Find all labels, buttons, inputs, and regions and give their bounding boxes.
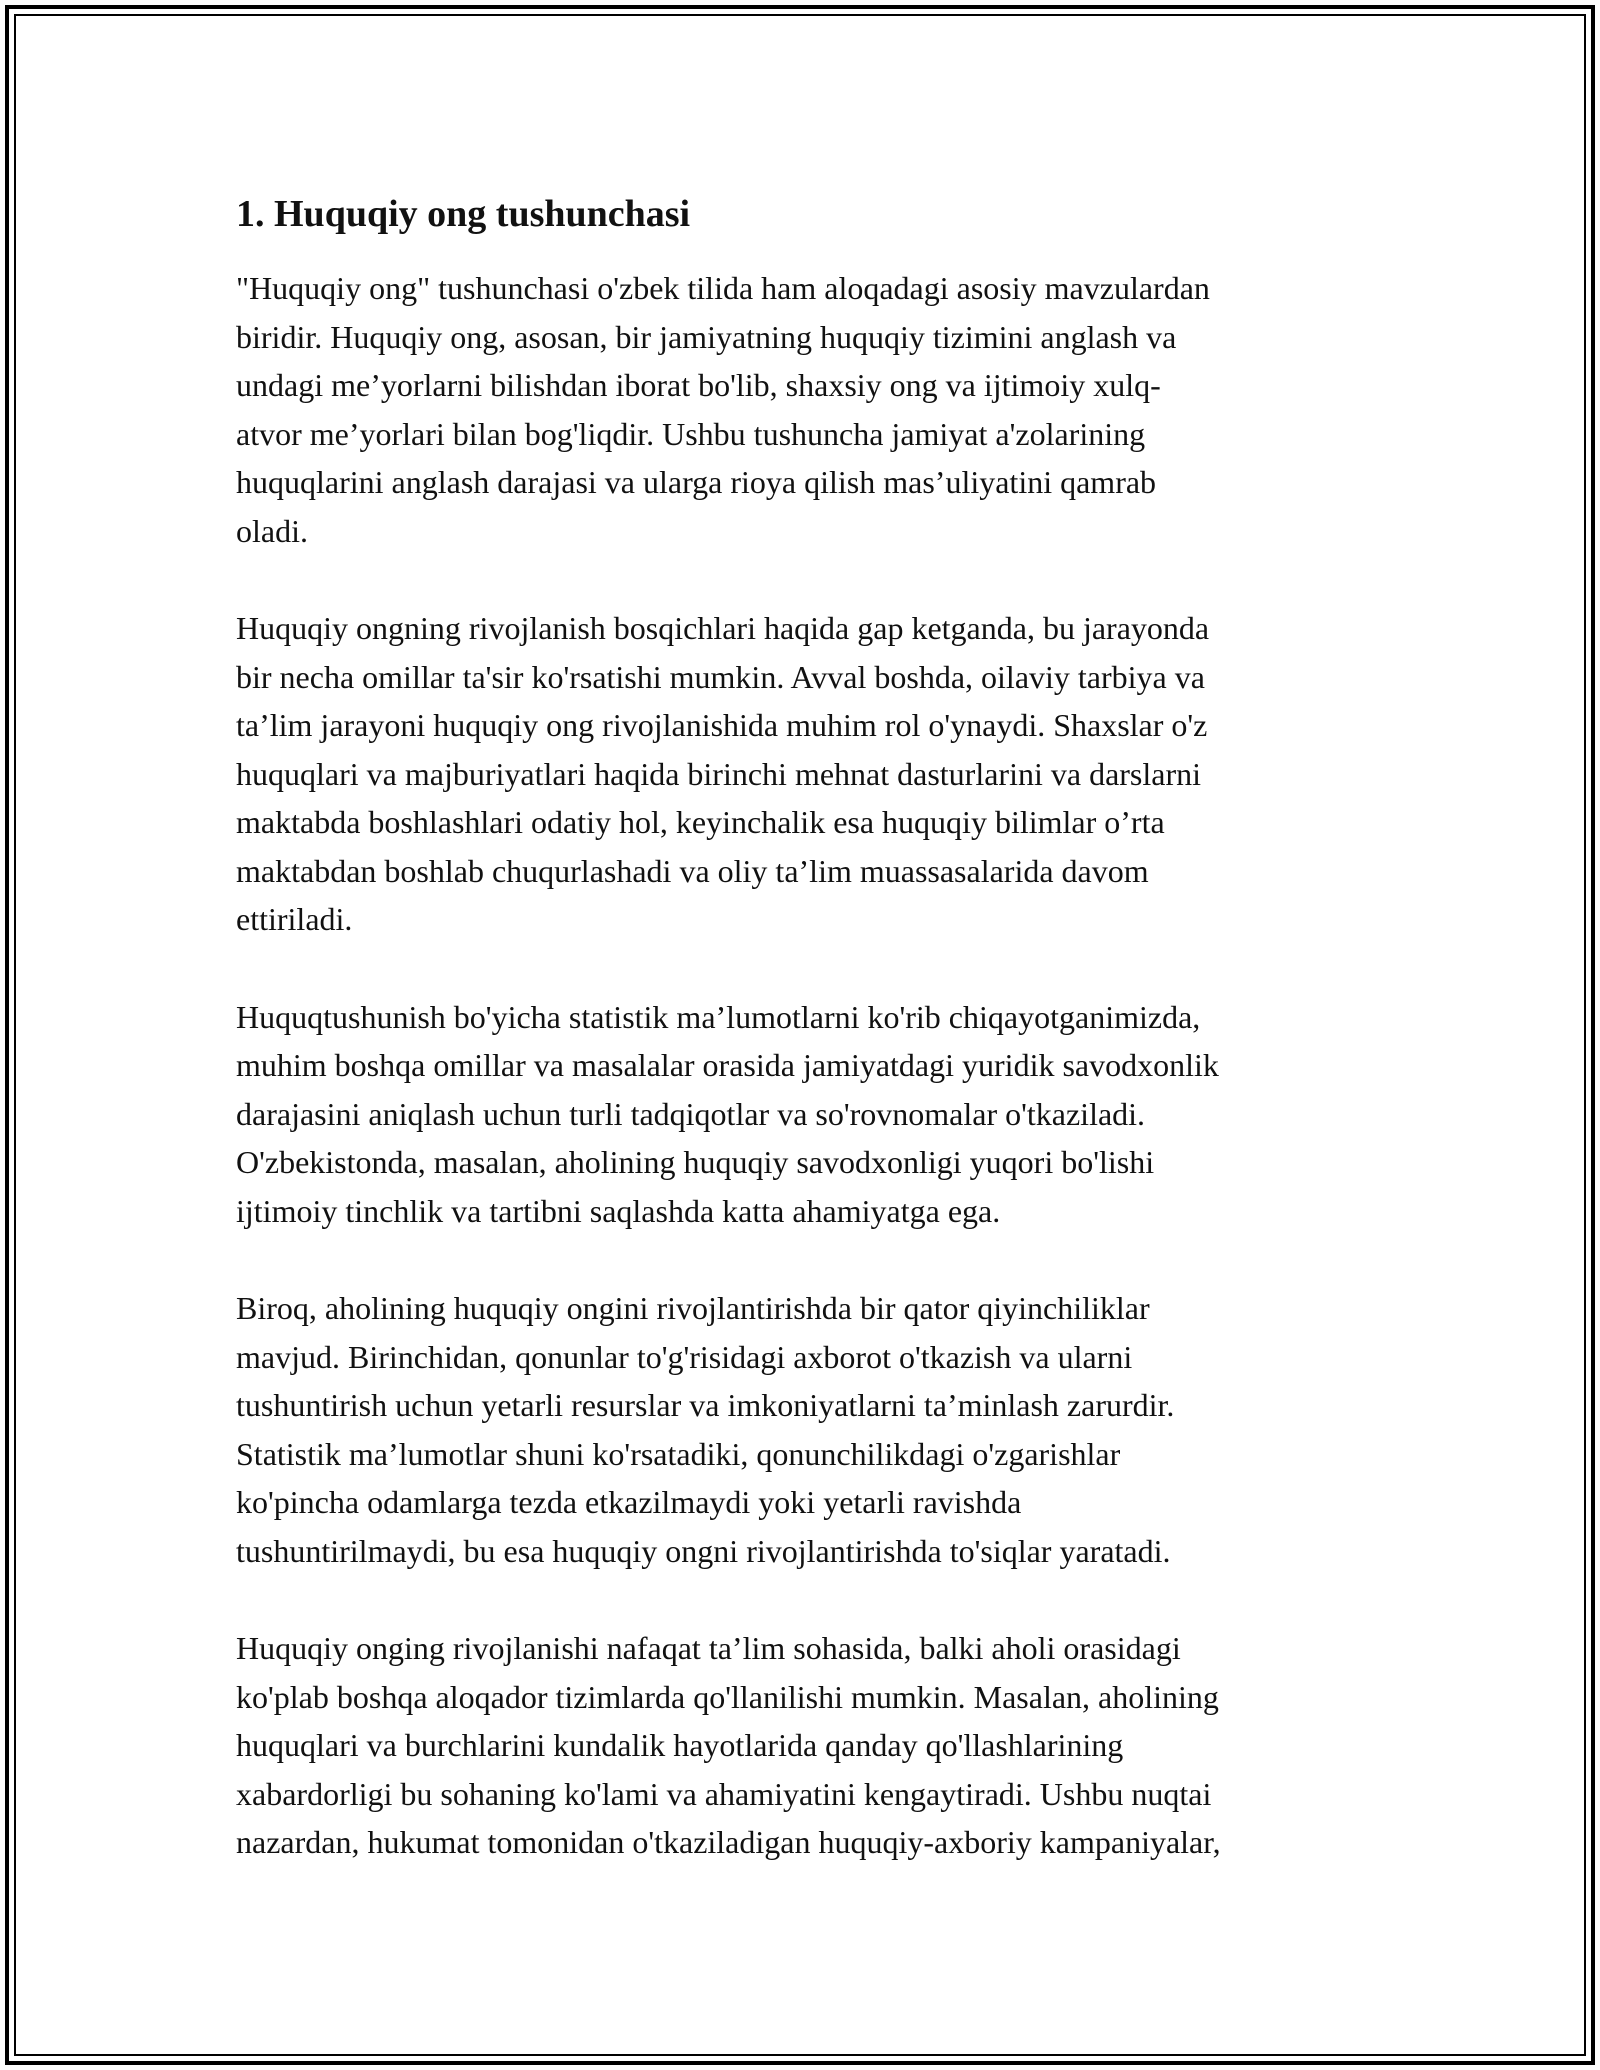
text-line: O'zbekistonda, masalan, aholining huquqiy savodxonligi yuqori bo'lishi bbox=[236, 1144, 1155, 1180]
paragraph-3 bbox=[236, 993, 1376, 1236]
text-line: "Huquqiy ong" tushunchasi o'zbek tilida ham aloqadagi asosiy mavzulardan bbox=[236, 270, 1210, 306]
text-line: Statistik ma’lumotlar shuni ko'rsatadiki, qonunchilikdagi o'zgarishlar bbox=[236, 1435, 1121, 1472]
text-line: Huquqiy onging rivojlanishi nafaqat ta’lim sohasida, balki aholi orasidagi bbox=[236, 1630, 1181, 1666]
text-line: tushuntirilmaydi, bu esa huquqiy ongni rivojlantirishda to'siqlar yaratadi. bbox=[236, 1532, 1171, 1569]
paragraph-5 bbox=[236, 1624, 1376, 1867]
text-line: ettiriladi. bbox=[236, 901, 353, 937]
text-line: Biroq, aholining huquqiy ongini rivojlantirishda bir qator qiyinchiliklar bbox=[236, 1290, 1150, 1326]
text-line: maktabda boshlashlari odatiy hol, keyinchalik esa huquqiy bilimlar o’rta bbox=[236, 804, 1165, 840]
text-line: ijtimoiy tinchlik va tartibni saqlashda katta ahamiyatga ega. bbox=[236, 1192, 1001, 1229]
text-line: bir necha omillar ta'sir ko'rsatishi mumkin. Avval boshda, oilaviy tarbiya va bbox=[236, 658, 1205, 695]
text-line: muhim boshqa omillar va masalalar orasida jamiyatdagi yuridik savodxonlik bbox=[236, 1047, 1219, 1083]
text-line: ta’lim jarayoni huquqiy ong rivojlanishida muhim rol o'ynaydi. Shaxslar o'z bbox=[236, 707, 1208, 743]
text-line: maktabdan boshlab chuqurlashadi va oliy ta’lim muassasalarida davom bbox=[236, 852, 1149, 889]
text-line: huquqlari va burchlarini kundalik hayotlarida qanday qo'llashlarining bbox=[236, 1727, 1124, 1763]
text-line: Huquqtushunish bo'yicha statistik ma’lumotlarni ko'rib chiqayotganimizda, bbox=[236, 998, 1201, 1035]
text-line: xabardorligi bu sohaning ko'lami va ahamiyatini kengaytiradi. Ushbu nuqtai bbox=[236, 1775, 1212, 1812]
text-line: atvor me’yorlari bilan bog'liqdir. Ushbu tushuncha jamiyat a'zolarining bbox=[236, 415, 1146, 452]
text-line: undagi me’yorlarni bilishdan iborat bo'lib, shaxsiy ong va ijtimoiy xulq- bbox=[236, 367, 1161, 403]
text-line: tushuntirish uchun yetarli resurslar va imkoniyatlarni ta’minlash zarurdir. bbox=[236, 1387, 1175, 1423]
text-line: nazardan, hukumat tomonidan o'tkaziladigan huquqiy-axboriy kampaniyalar, bbox=[236, 1824, 1221, 1860]
text-line: huquqlarini anglash darajasi va ularga rioya qilish mas’uliyatini qamrab bbox=[236, 464, 1157, 500]
document-body bbox=[236, 186, 1376, 1916]
text-line: biridir. Huquqiy ong, asosan, bir jamiyatning huquqiy tizimini anglash va bbox=[236, 318, 1177, 355]
text-line: Huquqiy ongning rivojlanish bosqichlari haqida gap ketganda, bu jarayonda bbox=[236, 610, 1210, 646]
text-line: huquqlari va majburiyatlari haqida birinchi mehnat dasturlarini va darslarni bbox=[236, 755, 1202, 792]
paragraph-2 bbox=[236, 604, 1376, 944]
paragraph-1 bbox=[236, 264, 1376, 555]
text-line: mavjud. Birinchidan, qonunlar to'g'risidagi axborot o'tkazish va ularni bbox=[236, 1338, 1133, 1375]
section-heading: 1. Huquqiy ong tushunchasi bbox=[236, 193, 691, 235]
text-line: darajasini aniqlash uchun turli tadqiqotlar va so'rovnomalar o'tkaziladi. bbox=[236, 1095, 1146, 1132]
text-line: ko'plab boshqa aloqador tizimlarda qo'llanilishi mumkin. Masalan, aholining bbox=[236, 1678, 1219, 1715]
text-line: oladi. bbox=[236, 512, 308, 549]
paragraph-4 bbox=[236, 1284, 1376, 1575]
text-line: ko'pincha odamlarga tezda etkazilmaydi yoki yetarli ravishda bbox=[236, 1484, 1022, 1520]
